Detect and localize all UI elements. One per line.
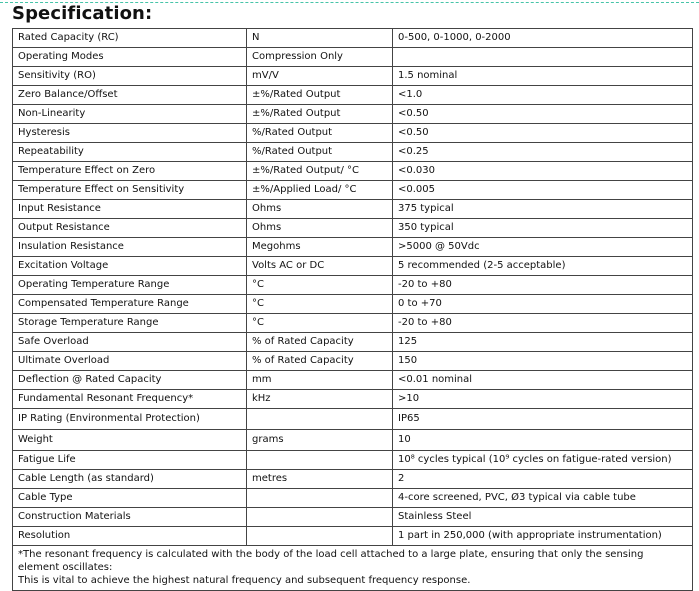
footnote-line-1: *The resonant frequency is calculated with the body of the load cell attached to a large plate, ensuring that only the sensing element oscillates:	[18, 549, 644, 573]
table-row	[13, 314, 693, 333]
value-cell	[393, 48, 693, 67]
parameter-cell: IP Rating (Environmental Protection)	[13, 409, 247, 430]
value-cell: -20 to +80	[393, 314, 693, 333]
unit-cell: ±%/Rated Output	[247, 86, 393, 105]
table-row	[13, 527, 693, 546]
value-cell: <0.50	[393, 105, 693, 124]
unit-cell: %/Rated Output	[247, 124, 393, 143]
table-row	[13, 143, 693, 162]
footnote-line-2: This is vital to achieve the highest natural frequency and subsequent frequency response.	[18, 575, 471, 586]
value-cell: -20 to +80	[393, 276, 693, 295]
unit-cell	[247, 508, 393, 527]
value-cell: 125	[393, 333, 693, 352]
parameter-cell: Output Resistance	[13, 219, 247, 238]
unit-cell: Volts AC or DC	[247, 257, 393, 276]
unit-cell: Ohms	[247, 219, 393, 238]
parameter-cell: Fundamental Resonant Frequency*	[13, 390, 247, 409]
parameter-cell: Temperature Effect on Sensitivity	[13, 181, 247, 200]
value-cell: 10	[393, 430, 693, 451]
value-cell: 5 recommended (2-5 acceptable)	[393, 257, 693, 276]
parameter-cell: Sensitivity (RO)	[13, 67, 247, 86]
parameter-cell: Operating Temperature Range	[13, 276, 247, 295]
table-row	[13, 409, 693, 430]
unit-cell: ±%/Applied Load/ °C	[247, 181, 393, 200]
parameter-cell: Excitation Voltage	[13, 257, 247, 276]
parameter-cell: Zero Balance/Offset	[13, 86, 247, 105]
table-row	[13, 489, 693, 508]
value-cell: >10	[393, 390, 693, 409]
parameter-cell: Deflection @ Rated Capacity	[13, 371, 247, 390]
value-cell: 1.5 nominal	[393, 67, 693, 86]
unit-cell: kHz	[247, 390, 393, 409]
parameter-cell: Weight	[13, 430, 247, 451]
unit-cell	[247, 409, 393, 430]
unit-cell: Megohms	[247, 238, 393, 257]
table-row	[13, 295, 693, 314]
table-row	[13, 257, 693, 276]
unit-cell: °C	[247, 276, 393, 295]
table-row	[13, 470, 693, 489]
value-cell: <1.0	[393, 86, 693, 105]
value-cell: <0.01 nominal	[393, 371, 693, 390]
value-cell: <0.030	[393, 162, 693, 181]
parameter-cell: Compensated Temperature Range	[13, 295, 247, 314]
table-row	[13, 67, 693, 86]
unit-cell: °C	[247, 314, 393, 333]
parameter-cell: Construction Materials	[13, 508, 247, 527]
parameter-cell: Rated Capacity (RC)	[13, 29, 247, 48]
table-row	[13, 390, 693, 409]
value-cell: Stainless Steel	[393, 508, 693, 527]
value-cell: 150	[393, 352, 693, 371]
table-row	[13, 451, 693, 470]
table-row	[13, 371, 693, 390]
value-cell: <0.25	[393, 143, 693, 162]
table-row	[13, 124, 693, 143]
unit-cell: %/Rated Output	[247, 143, 393, 162]
parameter-cell: Fatigue Life	[13, 451, 247, 470]
unit-cell: ±%/Rated Output/ °C	[247, 162, 393, 181]
table-row	[13, 219, 693, 238]
table-row	[13, 105, 693, 124]
footnote-cell	[13, 546, 693, 591]
parameter-cell: Temperature Effect on Zero	[13, 162, 247, 181]
unit-cell	[247, 451, 393, 470]
parameter-cell: Resolution	[13, 527, 247, 546]
table-row	[13, 238, 693, 257]
value-cell: 4-core screened, PVC, Ø3 typical via cable tube	[393, 489, 693, 508]
value-cell: 0-500, 0-1000, 0-2000	[393, 29, 693, 48]
value-cell: 350 typical	[393, 219, 693, 238]
value-cell: 2	[393, 470, 693, 489]
unit-cell	[247, 527, 393, 546]
parameter-cell: Hysteresis	[13, 124, 247, 143]
parameter-cell: Input Resistance	[13, 200, 247, 219]
specification-table-wrapper	[12, 28, 692, 591]
parameter-cell: Safe Overload	[13, 333, 247, 352]
parameter-cell: Repeatability	[13, 143, 247, 162]
parameter-cell: Cable Type	[13, 489, 247, 508]
unit-cell: mV/V	[247, 67, 393, 86]
table-row	[13, 333, 693, 352]
table-row	[13, 162, 693, 181]
table-row	[13, 181, 693, 200]
table-row	[13, 508, 693, 527]
parameter-cell: Cable Length (as standard)	[13, 470, 247, 489]
parameter-cell: Insulation Resistance	[13, 238, 247, 257]
table-row	[13, 48, 693, 67]
unit-cell: mm	[247, 371, 393, 390]
footnote-row	[13, 546, 693, 591]
value-cell: 1 part in 250,000 (with appropriate instrumentation)	[393, 527, 693, 546]
value-cell: <0.005	[393, 181, 693, 200]
specification-table-body	[13, 29, 693, 546]
unit-cell: Ohms	[247, 200, 393, 219]
unit-cell: °C	[247, 295, 393, 314]
specification-table	[12, 28, 693, 591]
table-row	[13, 276, 693, 295]
table-row	[13, 430, 693, 451]
value-cell: 375 typical	[393, 200, 693, 219]
table-row	[13, 29, 693, 48]
parameter-cell: Operating Modes	[13, 48, 247, 67]
unit-cell	[247, 489, 393, 508]
parameter-cell: Ultimate Overload	[13, 352, 247, 371]
page-title: Specification:	[12, 3, 153, 24]
table-row	[13, 352, 693, 371]
value-cell: 0 to +70	[393, 295, 693, 314]
unit-cell: ±%/Rated Output	[247, 105, 393, 124]
unit-cell: % of Rated Capacity	[247, 352, 393, 371]
unit-cell: % of Rated Capacity	[247, 333, 393, 352]
value-cell: <0.50	[393, 124, 693, 143]
parameter-cell: Non-Linearity	[13, 105, 247, 124]
value-cell: IP65	[393, 409, 693, 430]
value-cell: 10⁸ cycles typical (10⁹ cycles on fatigue-rated version)	[393, 451, 693, 470]
unit-cell: metres	[247, 470, 393, 489]
unit-cell: grams	[247, 430, 393, 451]
table-row	[13, 200, 693, 219]
parameter-cell: Storage Temperature Range	[13, 314, 247, 333]
value-cell: >5000 @ 50Vdc	[393, 238, 693, 257]
table-row	[13, 86, 693, 105]
unit-cell: Compression Only	[247, 48, 393, 67]
unit-cell: N	[247, 29, 393, 48]
